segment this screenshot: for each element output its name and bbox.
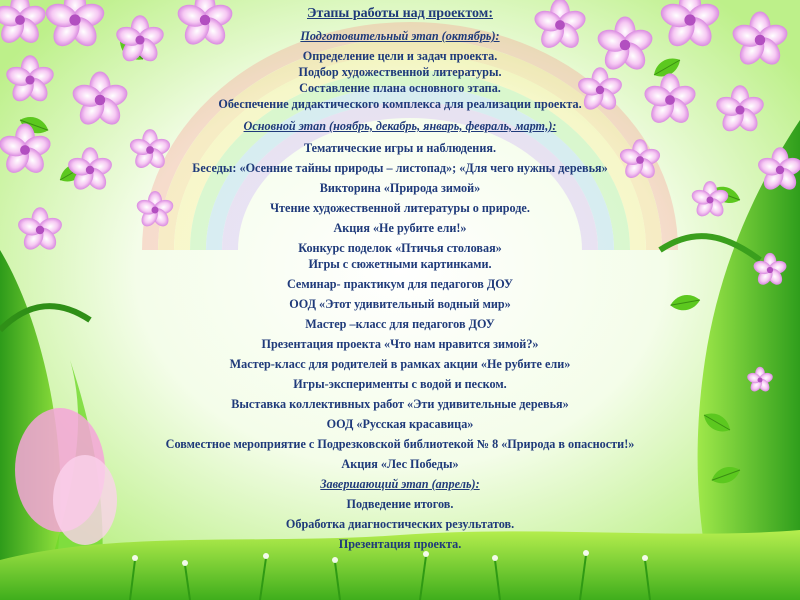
list-item: Акция «Не рубите ели!» <box>333 221 467 235</box>
list-item: Подведение итогов. <box>346 497 454 511</box>
list-item: ООД «Этот удивительный водный мир» <box>289 297 511 311</box>
list-item: Конкурс поделок «Птичья столовая» <box>298 241 502 255</box>
list-item: ООД «Русская красавица» <box>326 417 474 431</box>
list-item: Мастер –класс для педагогов ДОУ <box>305 317 495 331</box>
list-item: Беседы: «Осенние тайны природы – листопад»; «Для чего нужны деревья» <box>192 161 608 175</box>
list-item: Определение цели и задач проекта. <box>302 49 498 63</box>
list-item: Выставка коллективных работ «Эти удивительные деревья» <box>231 397 569 411</box>
list-item: Тематические игры и наблюдения. <box>303 141 496 155</box>
list-item: Обработка диагностических результатов. <box>285 517 515 531</box>
list-item: Мастер-класс для родителей в рамках акции «Не рубите ели» <box>229 357 571 371</box>
list-item: Викторина «Природа зимой» <box>319 181 481 195</box>
list-item: Совместное мероприятие с Подрезковской библиотекой № 8 «Природа в опасности!» <box>165 437 635 451</box>
stage-heading-main: Основной этап (ноябрь, декабрь, январь, февраль, март,): <box>243 119 557 133</box>
list-item: Презентация проекта. <box>338 537 462 551</box>
list-item: Семинар- практикум для педагогов ДОУ <box>286 277 513 291</box>
list-item: Игры-эксперименты с водой и песком. <box>293 377 507 391</box>
list-item: Игры с сюжетными картинками. <box>308 257 492 271</box>
list-item: Составление плана основного этапа. <box>299 81 501 95</box>
slide-title: Этапы работы над проектом: <box>307 6 493 21</box>
list-item: Подбор художественной литературы. <box>298 65 502 79</box>
stage-heading-final: Завершающий этап (апрель): <box>320 477 480 491</box>
stage-heading-preparatory: Подготовительный этап (октябрь): <box>300 29 500 43</box>
list-item: Обеспечение дидактического комплекса для реализации проекта. <box>218 97 582 111</box>
project-stages-text <box>110 4 690 552</box>
list-item: Чтение художественной литературы о природе. <box>270 201 530 215</box>
list-item: Презентация проекта «Что нам нравится зимой?» <box>261 337 539 351</box>
list-item: Акция «Лес Победы» <box>341 457 459 471</box>
